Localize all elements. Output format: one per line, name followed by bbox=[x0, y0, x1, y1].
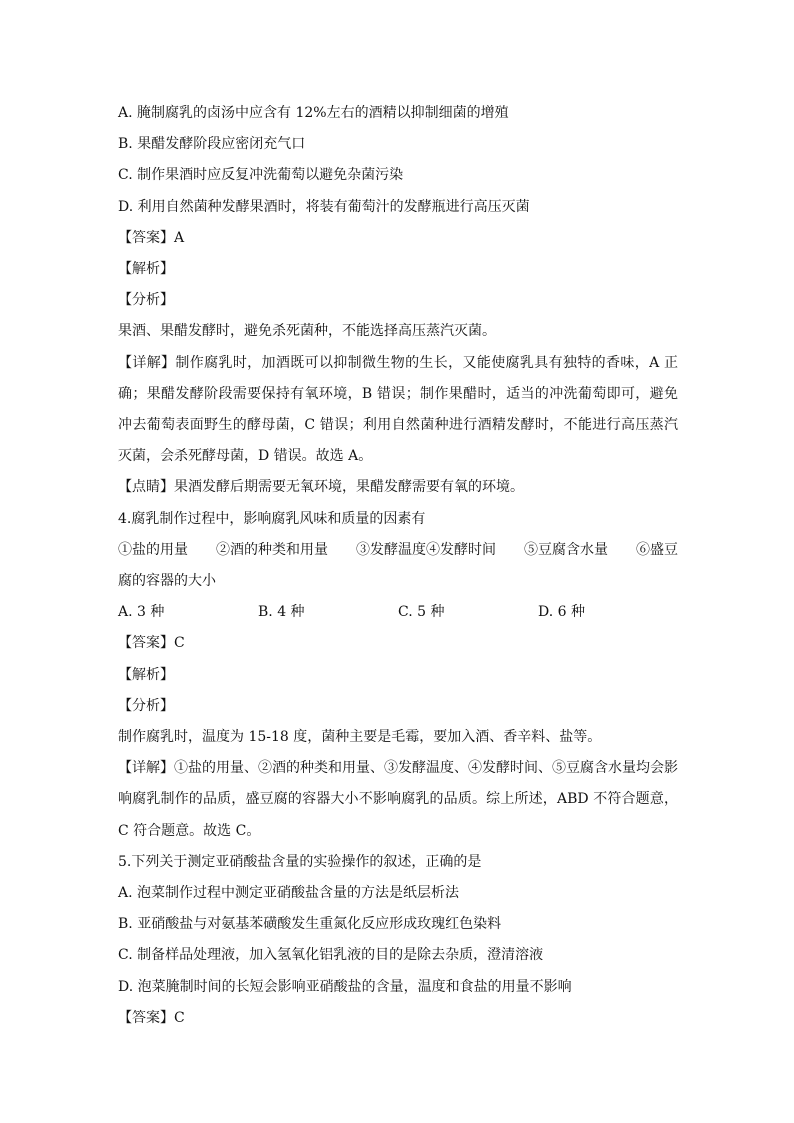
document-page bbox=[118, 98, 678, 1034]
q3-option-b: B. 果醋发酵阶段应密闭充气口 bbox=[118, 136, 306, 153]
q4-option-b: B. 4 种 bbox=[258, 604, 305, 621]
q3-jiexi-label: 【解析】 bbox=[118, 261, 174, 278]
q4-items: ①盐的用量 ②酒的种类和用量 ③发酵温度④发酵时间 ⑤豆腐含水量 ⑥盛豆腐的容器的大小 bbox=[118, 541, 678, 590]
q5-option-b: B. 亚硝酸盐与对氨基苯磺酸发生重氮化反应形成玫瑰红色染料 bbox=[118, 916, 502, 933]
q5-option-a: A. 泡菜制作过程中测定亚硝酸盐含量的方法是纸层析法 bbox=[118, 885, 460, 902]
q3-option-d: D. 利用自然菌种发酵果酒时，将装有葡萄汁的发酵瓶进行高压灭菌 bbox=[118, 198, 530, 215]
q5-stem: 5.下列关于测定亚硝酸盐含量的实验操作的叙述，正确的是 bbox=[118, 853, 482, 870]
q3-option-a: A. 腌制腐乳的卤汤中应含有 12%左右的酒精以抑制细菌的增殖 bbox=[118, 105, 509, 121]
q4-option-c: C. 5 种 bbox=[398, 604, 445, 621]
q4-option-a: A. 3 种 bbox=[118, 604, 165, 621]
q4-stem: 4.腐乳制作过程中，影响腐乳风味和质量的因素有 bbox=[118, 510, 426, 527]
q3-xiangjie: 【详解】制作腐乳时，加酒既可以抑制微生物的生长，又能使腐乳具有独特的香味，A 正确；果醋发酵阶段需要保持有氧环境，B 错误；制作果醋时，适当的冲洗葡萄即可，避免冲去葡萄表面野生的酵母菌，C 错误；利用自然菌种进行酒精发酵时，不能进行高压蒸汽灭菌，会杀死酵母菌，D 错误。故选 A。 bbox=[118, 354, 678, 465]
q3-fenxi-label: 【分析】 bbox=[118, 292, 174, 309]
q4-option-d: D. 6 种 bbox=[538, 604, 585, 621]
q5-option-d: D. 泡菜腌制时间的长短会影响亚硝酸盐的含量，温度和食盐的用量不影响 bbox=[118, 978, 572, 995]
q4-fenxi-text: 制作腐乳时，温度为 15-18 度，菌种主要是毛霉，要加入酒、香辛料、盐等。 bbox=[118, 729, 602, 746]
q3-option-c: C. 制作果酒时应反复冲洗葡萄以避免杂菌污染 bbox=[118, 167, 404, 184]
q3-fenxi-text: 果酒、果醋发酵时，避免杀死菌种，不能选择高压蒸汽灭菌。 bbox=[118, 323, 496, 340]
q3-answer: 【答案】A bbox=[118, 229, 185, 246]
q4-options bbox=[118, 597, 678, 628]
q4-jiexi-label: 【解析】 bbox=[118, 666, 174, 683]
q4-xiangjie: 【详解】①盐的用量、②酒的种类和用量、③发酵温度、④发酵时间、⑤豆腐含水量均会影响腐乳制作的品质，盛豆腐的容器大小不影响腐乳的品质。综上所述，ABD 不符合题意，C 符合题意。故选 C。 bbox=[118, 760, 678, 839]
q4-answer: 【答案】C bbox=[118, 635, 185, 652]
q4-fenxi-label: 【分析】 bbox=[118, 697, 174, 714]
q3-dianjing: 【点睛】果酒发酵后期需要无氧环境，果醋发酵需要有氧的环境。 bbox=[118, 479, 524, 496]
q5-option-c: C. 制备样品处理液，加入氢氧化铝乳液的目的是除去杂质，澄清溶液 bbox=[118, 947, 544, 964]
q5-answer: 【答案】C bbox=[118, 1009, 185, 1026]
